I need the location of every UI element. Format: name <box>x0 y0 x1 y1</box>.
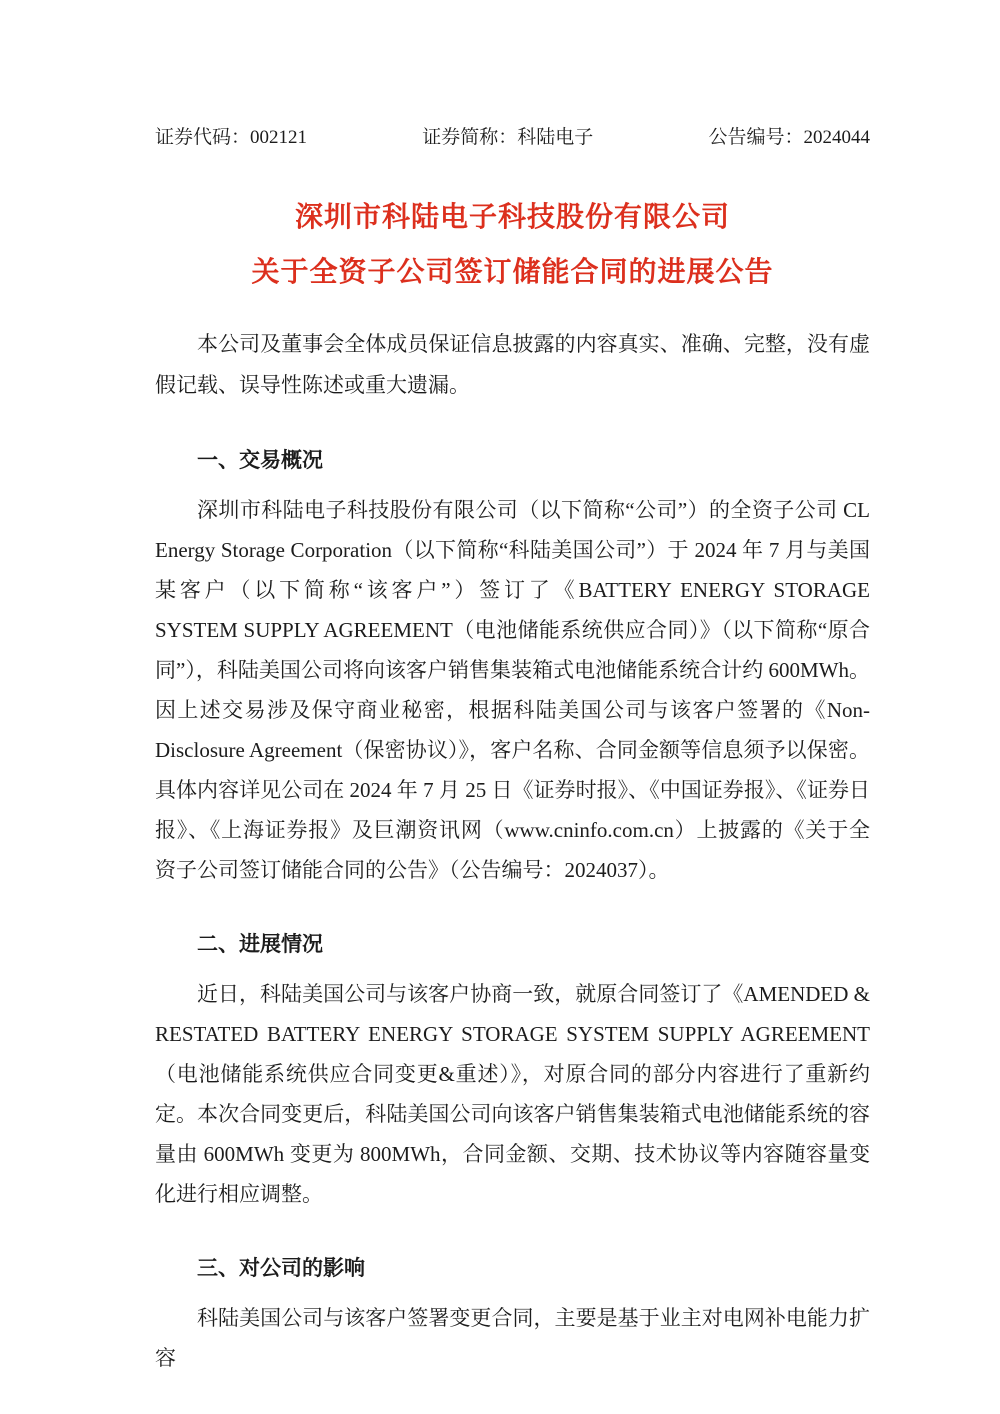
stock-code <box>155 126 307 150</box>
document-title <box>155 190 870 300</box>
section-2-paragraph-1: 近日，科陆美国公司与该客户协商一致，就原合同签订了《AMENDED & RESTATED BATTERY ENERGY STORAGE SYSTEM SUPPLY AGREEMENT（电池储能系统供应合同变更&重述）》，对原合同的部分内容进行了重新约定。本次合同变更后，科陆美国公司向该客户销售集装箱式电池储能系统的容量由 600MWh 变更为 800MWh，合同金额、交期、技术协议等内容随容量变化进行相应调整。 <box>155 982 870 1206</box>
section-3-heading: 三、对公司的影响 <box>197 1256 365 1280</box>
announcement-number-label: 公告编号： <box>708 127 804 148</box>
stock-name-label: 证券简称： <box>422 127 518 148</box>
section-1-heading: 一、交易概况 <box>197 448 323 472</box>
document-title-line-1: 深圳市科陆电子科技股份有限公司 <box>294 202 730 233</box>
section-2-heading: 二、进展情况 <box>197 932 323 956</box>
announcement-number-value: 2024044 <box>803 127 870 148</box>
disclaimer-paragraph: 本公司及董事会全体成员保证信息披露的内容真实、准确、完整，没有虚假记载、误导性陈述或重大遗漏。 <box>155 332 870 397</box>
section-1-paragraph-1: 深圳市科陆电子科技股份有限公司（以下简称“公司”）的全资子公司 CL Energy Storage Corporation（以下简称“科陆美国公司”）于 2024 年 7 月与美国某客户（以下简称“该客户”）签订了《BATTERY ENERGY STORAGE SYSTEM SUPPLY AGREEMENT（电池储能系统供应合同）》（以下简称“原合同”），科陆美国公司将向该客户销售集装箱式电池储能系统合计约 600MWh。因上述交易涉及保守商业秘密，根据科陆美国公司与该客户签署的《Non-Disclosure Agreement（保密协议）》，客户名称、合同金额等信息须予以保密。具体内容详见公司在 2024 年 7 月 25 日《证券时报》、《中国证券报》、《证券日报》、《上海证券报》及巨潮资讯网（www.cninfo.com.cn）上披露的《关于全资子公司签订储能合同的公告》（公告编号：2024037）。 <box>155 498 870 882</box>
document-header <box>155 126 870 150</box>
stock-code-label: 证券代码： <box>155 127 251 148</box>
section-3-paragraph-1: 科陆美国公司与该客户签署变更合同，主要是基于业主对电网补电能力扩容 <box>155 1306 870 1370</box>
stock-name <box>422 126 593 150</box>
stock-name-value: 科陆电子 <box>517 127 594 148</box>
document-title-line-2: 关于全资子公司签订储能合同的进展公告 <box>251 257 774 288</box>
stock-code-value: 002121 <box>250 127 308 148</box>
announcement-number <box>708 126 870 150</box>
